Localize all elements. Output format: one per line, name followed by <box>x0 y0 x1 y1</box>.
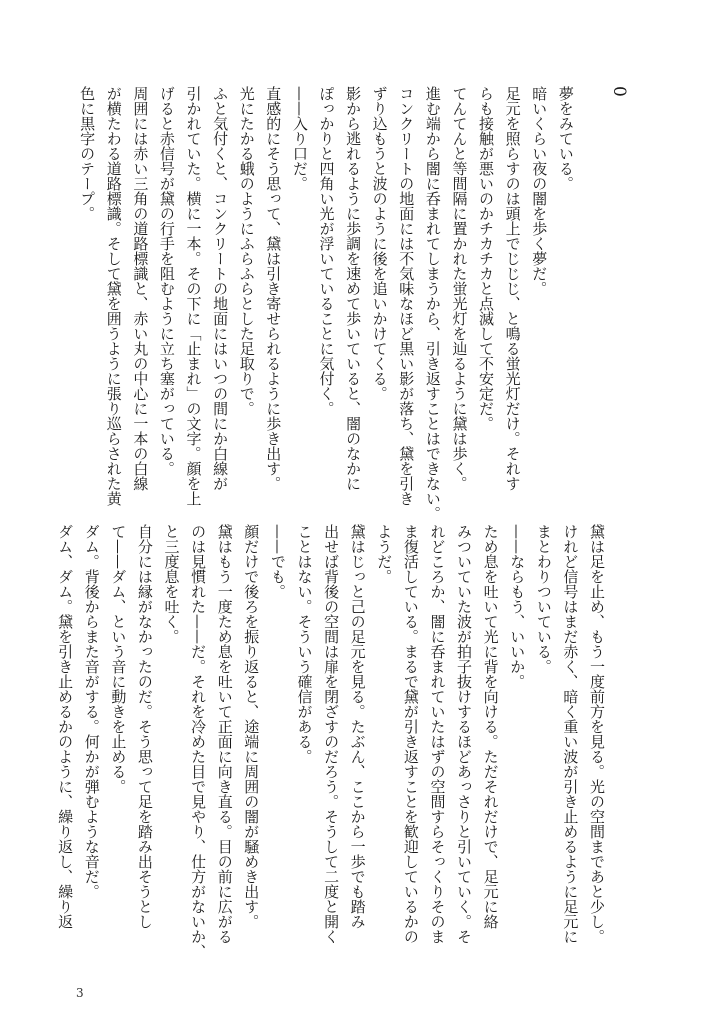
text-line: ——ならもう、いいか。 <box>508 524 527 689</box>
text-line: と三度息を吐く。 <box>162 524 181 644</box>
text-line: コンクリートの地面には不気味なほど黒い影が落ち、黛を引き <box>397 86 416 506</box>
text-line: のは見慣れた——だ。それを冷めた目で見やり、仕方がないか、 <box>189 524 208 959</box>
text-line: 暗いくらい夜の闇を歩く夢だ。 <box>530 86 549 296</box>
text-line: らも接触が悪いのかチカチカと点滅して不安定だ。 <box>477 86 496 431</box>
text-line: 夢をみている。 <box>556 86 575 191</box>
text-line: ため息を吐いて光に背を向ける。ただそれだけで、足元に絡 <box>481 524 500 929</box>
text-line: ——でも。 <box>268 524 287 599</box>
text-line: みついていた波が拍子抜けするほどあっさりと引いていく。そ <box>455 524 474 944</box>
chapter-number: 0 <box>609 86 629 97</box>
line-gap <box>579 86 606 516</box>
text-line: ことはない。そういう確信がある。 <box>295 524 314 764</box>
text-line: れどころか、闇に呑まれていたはずの空間すらそっくりそのま <box>428 524 447 944</box>
text-line: まとわりついている。 <box>534 524 553 674</box>
text-line: 周囲には赤い三角の道路標識と、赤い丸の中心に一本の白線 <box>131 86 150 491</box>
text-line: 顔だけで後ろを振り返ると、途端に周囲の闇が騒めき出す。 <box>242 524 261 929</box>
text-line: ようだ。 <box>375 524 394 584</box>
text-line: ま復活している。まるで黛が引き返すことを歓迎しているかの <box>401 524 420 944</box>
text-line: 出せば背後の空間は扉を閉ざすのだろう。そうして二度と開く <box>322 524 341 944</box>
text-line: ダム。背後からまた音がする。何かが弾むような音だ。 <box>82 524 101 899</box>
text-line: ぽっかりと四角い光が浮いていることに気付く。 <box>317 86 336 416</box>
text-line: 影から逃れるように歩調を速めて歩いていると、闇のなかに <box>344 86 363 491</box>
text-line: てんてんと等間隔に置かれた蛍光灯を辿るように黛は歩く。 <box>450 86 469 491</box>
text-line: て——ダム、という音に動きを止める。 <box>109 524 128 794</box>
text-line: 引かれていた。横に一本。その下に「止まれ」の文字。顔を上 <box>184 86 203 506</box>
text-line: ——入り口だ。 <box>290 86 309 191</box>
text-line: 足元を照らすのは頭上でじじじ、と鳴る蛍光灯だけ。それす <box>503 86 522 491</box>
text-line: 直感的にそう思って、黛は引き寄せられるように歩き出す。 <box>264 86 283 491</box>
text-line: ふと気付くと、コンクリートの地面にはいつの間にか白線が <box>211 86 230 491</box>
text-line: 黛は足を止め、もう一度前方を見る。光の空間まであと少し。 <box>588 524 606 944</box>
text-line: ずり込もうと波のように後を追いかけてくる。 <box>370 86 389 401</box>
text-block-upper <box>78 86 632 521</box>
text-line: 黛はじっと己の足元を見る。たぶん、ここから一歩でも踏み <box>348 524 367 929</box>
text-line: 自分には縁がなかったのだ。そう思って足を踏み出そうとし <box>135 524 154 929</box>
text-line: 黛はもう一度ため息を吐いて正面に向き直る。目の前に広がる <box>215 524 234 944</box>
text-line: 光にたかる蛾のようにふらふらとした足取りで。 <box>237 86 256 416</box>
text-line: 進む端から闇に呑まれてしまうから、引き返すことはできない。 <box>423 86 442 521</box>
text-block-lower <box>56 524 610 964</box>
text-line: が横たわる道路標識。そして黛を囲うように張り巡らされた黄 <box>104 86 123 506</box>
page-number: 3 <box>76 986 84 1000</box>
text-line: ダム、ダム。黛を引き止めるかのように、繰り返し、繰り返 <box>56 524 75 929</box>
text-line: 色に黒字のテープ。 <box>78 86 97 221</box>
text-line: けれど信号はまだ赤く、暗く重い波が引き止めるように足元に <box>561 524 580 944</box>
text-line: げると赤信号が黛の行手を阻むように立ち塞がっている。 <box>157 86 176 476</box>
